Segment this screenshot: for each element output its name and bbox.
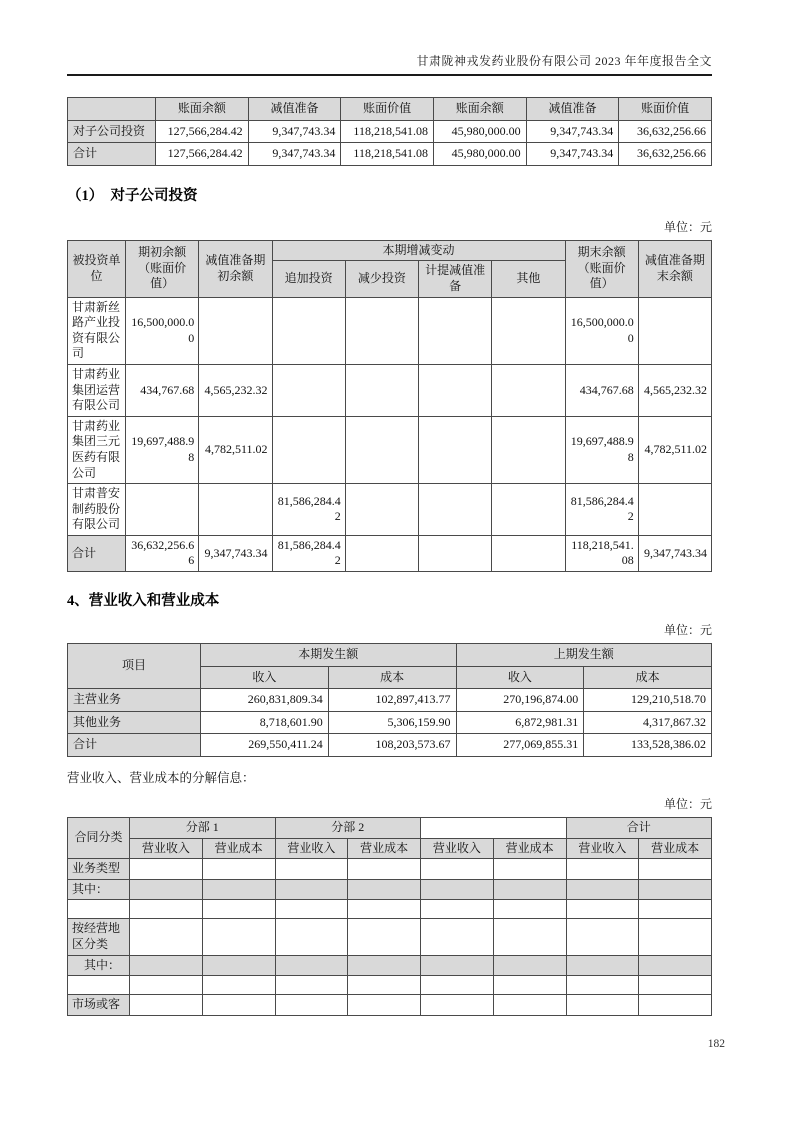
row-label-cell: 按经营地区分类 [68, 919, 130, 955]
table-total-row [68, 143, 712, 166]
amount-cell: 4,317,867.32 [584, 711, 712, 734]
header-cell-operating-cost: 营业成本 [493, 838, 566, 859]
table-row [68, 995, 712, 1016]
table-subheader-row [68, 838, 712, 859]
table-total-row [68, 535, 712, 571]
amount-cell [272, 297, 345, 364]
empty-cell [493, 995, 566, 1016]
amount-cell: 4,565,232.32 [638, 364, 711, 416]
header-cell: 减值准备 [248, 98, 341, 121]
empty-cell [348, 955, 421, 976]
amount-cell: 133,528,386.02 [584, 734, 712, 757]
amount-cell [345, 484, 418, 536]
header-cell: 账面余额 [156, 98, 249, 121]
amount-cell: 9,347,743.34 [248, 143, 341, 166]
amount-cell [492, 364, 565, 416]
table-row [68, 879, 712, 900]
header-cell-impairment-ending: 减值准备期末余额 [638, 240, 711, 297]
header-cell-impairment-provision: 计提减值准备 [419, 261, 492, 297]
empty-cell [202, 995, 275, 1016]
amount-cell: 118,218,541.08 [341, 120, 434, 143]
empty-cell [639, 995, 712, 1016]
empty-cell [566, 900, 639, 919]
header-cell-cost: 成本 [328, 666, 456, 689]
amount-cell: 434,767.68 [126, 364, 199, 416]
amount-cell [126, 484, 199, 536]
empty-cell [348, 900, 421, 919]
header-cell-segment-1: 分部 1 [130, 818, 276, 839]
amount-cell: 270,196,874.00 [456, 689, 584, 712]
header-cell-operating-cost: 营业成本 [348, 838, 421, 859]
investee-name-cell: 甘肃药业集团运营有限公司 [68, 364, 126, 416]
empty-cell [275, 995, 348, 1016]
header-cell-segment-2: 分部 2 [275, 818, 421, 839]
investment-summary-table [67, 97, 712, 166]
investee-name-cell: 甘肃药业集团三元医药有限公司 [68, 416, 126, 483]
table-row [68, 689, 712, 712]
amount-cell: 9,347,743.34 [248, 120, 341, 143]
empty-cell [348, 879, 421, 900]
empty-cell [130, 919, 203, 955]
amount-cell: 5,306,159.90 [328, 711, 456, 734]
amount-cell [492, 484, 565, 536]
amount-cell: 4,565,232.32 [199, 364, 272, 416]
empty-cell [421, 919, 494, 955]
table-row [68, 711, 712, 734]
empty-cell [566, 955, 639, 976]
amount-cell: 9,347,743.34 [638, 535, 711, 571]
empty-cell [275, 900, 348, 919]
amount-cell: 19,697,488.98 [565, 416, 638, 483]
header-cell-investee: 被投资单位 [68, 240, 126, 297]
amount-cell [419, 416, 492, 483]
empty-cell [421, 900, 494, 919]
amount-cell: 269,550,411.24 [201, 734, 329, 757]
amount-cell: 4,782,511.02 [199, 416, 272, 483]
empty-cell [130, 995, 203, 1016]
empty-cell [566, 879, 639, 900]
empty-cell [202, 976, 275, 995]
header-cell-income: 收入 [201, 666, 329, 689]
empty-cell [421, 955, 494, 976]
amount-cell: 127,566,284.42 [156, 120, 249, 143]
header-cell-operating-income: 营业收入 [421, 838, 494, 859]
empty-cell [421, 859, 494, 880]
header-cell: 账面价值 [341, 98, 434, 121]
header-cell-total: 合计 [566, 818, 712, 839]
empty-cell [275, 976, 348, 995]
empty-cell [566, 995, 639, 1016]
amount-cell: 4,782,511.02 [638, 416, 711, 483]
empty-cell [202, 919, 275, 955]
subsidiary-section-heading: （1） 对子公司投资 [67, 187, 198, 204]
row-label-cell: 对子公司投资 [68, 120, 156, 143]
header-cell: 账面余额 [433, 98, 526, 121]
empty-cell [130, 976, 203, 995]
empty-cell [130, 859, 203, 880]
empty-cell [493, 976, 566, 995]
empty-cell [639, 919, 712, 955]
table-row [68, 484, 712, 536]
amount-cell [345, 416, 418, 483]
amount-cell: 9,347,743.34 [526, 143, 619, 166]
header-cell-operating-income: 营业收入 [275, 838, 348, 859]
row-label-cell: 其中： [68, 955, 130, 976]
empty-cell [639, 976, 712, 995]
header-cell-operating-income: 营业收入 [130, 838, 203, 859]
empty-cell [421, 976, 494, 995]
amount-cell [272, 416, 345, 483]
amount-cell: 277,069,855.31 [456, 734, 584, 757]
table-row [68, 416, 712, 483]
header-cell-contract-class: 合同分类 [68, 818, 130, 859]
revenue-cost-table [67, 643, 712, 757]
amount-cell [345, 297, 418, 364]
amount-cell: 9,347,743.34 [199, 535, 272, 571]
amount-cell [492, 416, 565, 483]
amount-cell [419, 297, 492, 364]
row-label-cell [68, 976, 130, 995]
row-label-cell: 合计 [68, 734, 201, 757]
amount-cell: 45,980,000.00 [433, 143, 526, 166]
amount-cell: 16,500,000.00 [126, 297, 199, 364]
empty-cell [275, 859, 348, 880]
page-number: 182 [707, 1038, 725, 1050]
empty-cell [566, 976, 639, 995]
row-label-cell [68, 900, 130, 919]
amount-cell: 16,500,000.00 [565, 297, 638, 364]
header-cell-operating-income: 营业收入 [566, 838, 639, 859]
amount-cell [492, 297, 565, 364]
empty-cell [348, 859, 421, 880]
amount-cell [419, 535, 492, 571]
header-cell-impairment-beginning: 减值准备期初余额 [199, 240, 272, 297]
amount-cell: 36,632,256.66 [619, 143, 712, 166]
empty-cell [202, 955, 275, 976]
header-cell-segment-blank [421, 818, 567, 839]
header-cell-cost: 成本 [584, 666, 712, 689]
unit-label: 单位：元 [663, 219, 712, 234]
amount-cell [199, 297, 272, 364]
header-cell-current-change-group: 本期增减变动 [272, 240, 565, 261]
amount-cell [419, 364, 492, 416]
header-cell: 账面价值 [619, 98, 712, 121]
table-row [68, 859, 712, 880]
header-cell-blank [68, 98, 156, 121]
empty-cell [639, 859, 712, 880]
header-cell-operating-cost: 营业成本 [202, 838, 275, 859]
table-row [68, 900, 712, 919]
row-label-cell: 其中： [68, 879, 130, 900]
amount-cell: 127,566,284.42 [156, 143, 249, 166]
header-cell-additional-investment: 追加投资 [272, 261, 345, 297]
empty-cell [130, 955, 203, 976]
amount-cell [638, 484, 711, 536]
empty-cell [202, 859, 275, 880]
unit-label: 单位：元 [663, 797, 712, 812]
row-label-cell: 其他业务 [68, 711, 201, 734]
empty-cell [493, 955, 566, 976]
empty-cell [130, 900, 203, 919]
empty-cell [639, 900, 712, 919]
header-cell: 减值准备 [526, 98, 619, 121]
amount-cell [199, 484, 272, 536]
amount-cell: 8,718,601.90 [201, 711, 329, 734]
amount-cell: 81,586,284.42 [272, 535, 345, 571]
breakdown-note: 营业收入、营业成本的分解信息： [67, 771, 255, 786]
empty-cell [348, 976, 421, 995]
empty-cell [202, 900, 275, 919]
amount-cell: 45,980,000.00 [433, 120, 526, 143]
amount-cell [492, 535, 565, 571]
subsidiary-investment-table [67, 240, 712, 572]
table-row [68, 955, 712, 976]
amount-cell: 118,218,541.08 [565, 535, 638, 571]
header-cell-other: 其他 [492, 261, 565, 297]
table-row [68, 364, 712, 416]
empty-cell [639, 879, 712, 900]
row-label-cell: 市场或客 [68, 995, 130, 1016]
empty-cell [348, 919, 421, 955]
amount-cell [272, 364, 345, 416]
empty-cell [493, 900, 566, 919]
unit-label: 单位：元 [663, 623, 712, 638]
revenue-section-heading: 4、营业收入和营业成本 [67, 593, 220, 610]
table-row [68, 919, 712, 955]
table-header-row [68, 240, 712, 261]
empty-cell [202, 879, 275, 900]
empty-cell [275, 879, 348, 900]
header-cell-ending-balance: 期末余额（账面价值） [565, 240, 638, 297]
empty-cell [566, 919, 639, 955]
header-cell-current-period: 本期发生额 [201, 644, 457, 667]
empty-cell [348, 995, 421, 1016]
table-total-row [68, 734, 712, 757]
header-cell-reduced-investment: 减少投资 [345, 261, 418, 297]
amount-cell [345, 535, 418, 571]
amount-cell: 108,203,573.67 [328, 734, 456, 757]
table-row [68, 297, 712, 364]
table-header-row [68, 98, 712, 121]
amount-cell: 81,586,284.42 [565, 484, 638, 536]
empty-cell [493, 859, 566, 880]
investee-name-cell: 甘肃新丝路产业投资有限公司 [68, 297, 126, 364]
table-header-row [68, 644, 712, 667]
amount-cell [638, 297, 711, 364]
empty-cell [421, 879, 494, 900]
amount-cell: 9,347,743.34 [526, 120, 619, 143]
empty-cell [493, 879, 566, 900]
amount-cell [419, 484, 492, 536]
row-label-cell: 业务类型 [68, 859, 130, 880]
table-header-row [68, 818, 712, 839]
header-cell-operating-cost: 营业成本 [639, 838, 712, 859]
amount-cell: 6,872,981.31 [456, 711, 584, 734]
header-cell-item: 项目 [68, 644, 201, 689]
empty-cell [639, 955, 712, 976]
empty-cell [275, 955, 348, 976]
amount-cell: 129,210,518.70 [584, 689, 712, 712]
row-label-cell: 合计 [68, 143, 156, 166]
empty-cell [493, 919, 566, 955]
row-label-cell: 合计 [68, 535, 126, 571]
empty-cell [130, 879, 203, 900]
amount-cell: 118,218,541.08 [341, 143, 434, 166]
amount-cell: 36,632,256.66 [126, 535, 199, 571]
row-label-cell: 主营业务 [68, 689, 201, 712]
investee-name-cell: 甘肃普安制药股份有限公司 [68, 484, 126, 536]
table-row [68, 120, 712, 143]
header-cell-prior-period: 上期发生额 [456, 644, 712, 667]
header-cell-beginning-balance: 期初余额（账面价值） [126, 240, 199, 297]
report-header-title: 甘肃陇神戎发药业股份有限公司 2023 年年度报告全文 [67, 52, 712, 76]
amount-cell: 260,831,809.34 [201, 689, 329, 712]
amount-cell: 81,586,284.42 [272, 484, 345, 536]
empty-cell [275, 919, 348, 955]
amount-cell: 102,897,413.77 [328, 689, 456, 712]
empty-cell [421, 995, 494, 1016]
amount-cell: 434,767.68 [565, 364, 638, 416]
amount-cell [345, 364, 418, 416]
empty-cell [566, 859, 639, 880]
header-cell-income: 收入 [456, 666, 584, 689]
amount-cell: 19,697,488.98 [126, 416, 199, 483]
amount-cell: 36,632,256.66 [619, 120, 712, 143]
revenue-breakdown-table [67, 817, 712, 1016]
table-row [68, 976, 712, 995]
